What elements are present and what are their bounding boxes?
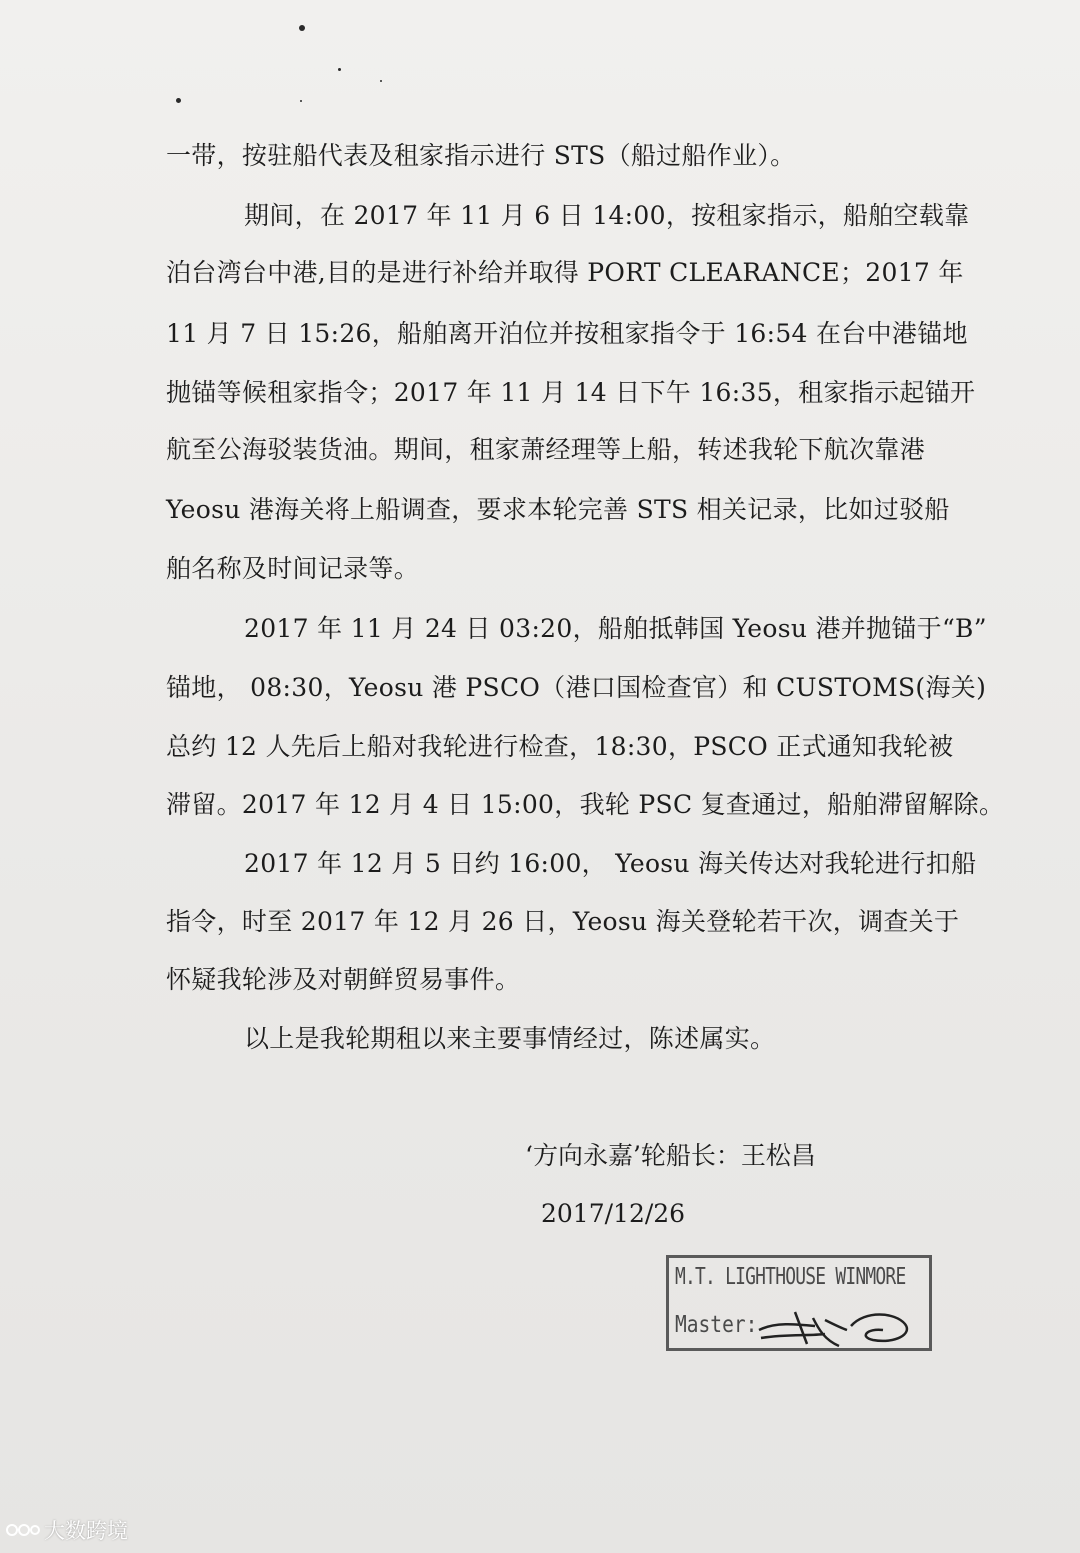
- scan-speck: [338, 68, 341, 71]
- scan-speck: [176, 98, 181, 103]
- stamp-master-label: Master:: [675, 1312, 758, 1338]
- text-line: 泊台湾台中港,目的是进行补给并取得 PORT CLEARANCE；2017 年: [166, 258, 964, 287]
- text-line: 总约 12 人先后上船对我轮进行检查，18:30，PSCO 正式通知我轮被: [166, 732, 954, 761]
- text-line: 舶名称及时间记录等。: [166, 554, 420, 583]
- handwritten-signature: [755, 1300, 935, 1360]
- watermark-logo-icon: [6, 1519, 40, 1541]
- text-line: 11 月 7 日 15:26，船舶离开泊位并按租家指令于 16:54 在台中港锚地: [166, 319, 968, 348]
- scan-speck: [380, 80, 382, 82]
- text-line: 怀疑我轮涉及对朝鲜贸易事件。: [166, 965, 521, 994]
- signer-line: ‘方向永嘉’轮船长：王松昌: [525, 1141, 816, 1170]
- stamp-ship-name: M.T. LIGHTHOUSE WINMORE: [675, 1264, 906, 1290]
- text-line: 抛锚等候租家指令；2017 年 11 月 14 日下午 16:35，租家指示起锚开: [166, 378, 976, 407]
- watermark: [6, 1515, 128, 1545]
- text-line: Yeosu 港海关将上船调查，要求本轮完善 STS 相关记录，比如过驳船: [166, 495, 950, 524]
- signature-date: 2017/12/26: [541, 1199, 686, 1228]
- scan-speck: [299, 25, 305, 31]
- scan-speck: [300, 100, 302, 102]
- text-line: 2017 年 11 月 24 日 03:20，船舶抵韩国 Yeosu 港并抛锚于“B”: [244, 614, 987, 643]
- text-line: 期间，在 2017 年 11 月 6 日 14:00，按租家指示，船舶空载靠: [244, 201, 970, 230]
- text-line: 航至公海驳装货油。期间，租家萧经理等上船，转述我轮下航次靠港: [166, 435, 926, 464]
- watermark-text: 大数跨境: [44, 1519, 128, 1543]
- text-line: 锚地， 08:30，Yeosu 港 PSCO（港口国检查官）和 CUSTOMS(海关): [166, 673, 987, 702]
- text-line: 一带，按驻船代表及租家指示进行 STS（船过船作业）。: [166, 141, 796, 170]
- text-line: 指令，时至 2017 年 12 月 26 日，Yeosu 海关登轮若干次，调查关于: [166, 907, 960, 936]
- text-line: 2017 年 12 月 5 日约 16:00， Yeosu 海关传达对我轮进行扣船: [244, 849, 977, 878]
- text-line: 以上是我轮期租以来主要事情经过，陈述属实。: [244, 1024, 776, 1053]
- text-line: 滞留。2017 年 12 月 4 日 15:00，我轮 PSC 复查通过，船舶滞留解除。: [166, 790, 1005, 819]
